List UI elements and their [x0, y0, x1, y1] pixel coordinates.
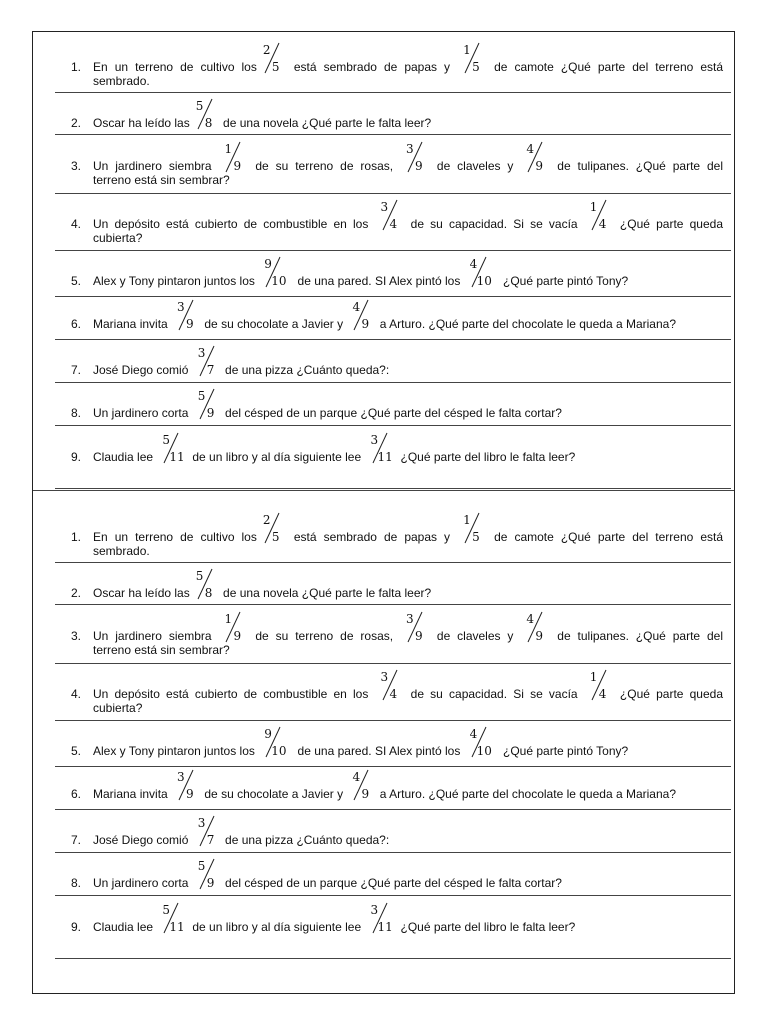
- fraction: [194, 859, 220, 890]
- fraction-numerator: 3: [406, 142, 414, 156]
- problem-text-part: ¿Qué parte del libro le falta leer?: [400, 920, 576, 934]
- fraction-numerator: 4: [352, 770, 361, 784]
- fraction: [466, 257, 498, 288]
- problem-text: [93, 612, 724, 643]
- problem-text-part: Un jardinero corta: [93, 876, 192, 890]
- problem-text-part: de tulipanes. ¿Qué parte del: [550, 629, 724, 643]
- problem-text-part: de camote ¿Qué parte del terreno está: [487, 530, 724, 544]
- problem-text-continuation: cubierta?: [93, 701, 143, 715]
- problem-text-part: Claudia lee: [93, 920, 157, 934]
- problem-text-part: En un terreno de cultivo los: [93, 60, 257, 74]
- fraction: [522, 612, 548, 643]
- problem-text: [93, 513, 724, 544]
- fraction-numerator: 5: [195, 569, 204, 583]
- row-divider: [55, 382, 731, 383]
- fraction-numerator: 1: [589, 670, 598, 684]
- fraction: [260, 257, 292, 288]
- fraction: [192, 569, 218, 600]
- fraction-denominator: 9: [186, 317, 194, 331]
- fraction-numerator: 3: [370, 903, 379, 917]
- fraction: [220, 612, 246, 643]
- problem-text: [93, 389, 723, 420]
- fraction-numerator: 5: [197, 859, 206, 873]
- fraction-denominator: 7: [206, 833, 215, 847]
- fraction-denominator: 9: [535, 159, 543, 173]
- row-divider: [55, 852, 731, 853]
- fraction-denominator: 9: [186, 787, 194, 801]
- problem-number: 2.: [70, 116, 81, 130]
- problem-number: 9.: [70, 920, 81, 934]
- fraction-numerator: 3: [177, 300, 185, 314]
- fraction-numerator: 4: [469, 727, 478, 741]
- problem-number: 2.: [70, 586, 81, 600]
- fraction-numerator: 2: [262, 513, 271, 527]
- fraction-numerator: 5: [162, 433, 171, 447]
- problem-text-continuation: terreno está sin sembrar?: [93, 173, 230, 187]
- fraction-numerator: 3: [197, 346, 206, 360]
- problem-text-part: ¿Qué parte pintó Tony?: [499, 744, 629, 758]
- problem-text-part: Alex y Tony pintaron juntos los: [93, 274, 259, 288]
- fraction: [522, 142, 548, 173]
- problem-text: [93, 300, 723, 331]
- row-divider: [55, 296, 731, 297]
- fraction-denominator: 10: [476, 744, 492, 758]
- problem-text: [93, 670, 724, 701]
- problem-text-part: de claveles y: [430, 159, 521, 173]
- problem-text-part: de su terreno de rosas,: [248, 629, 400, 643]
- fraction: [259, 43, 285, 74]
- fraction: [173, 300, 199, 331]
- problem-text: [93, 200, 724, 231]
- problem-text-part: Un jardinero corta: [93, 406, 192, 420]
- fraction-numerator: 1: [224, 612, 233, 626]
- fraction: [466, 727, 498, 758]
- problem-text-part: Un depósito está cubierto de combustible en los: [93, 217, 375, 231]
- problem-text-part: está sembrado de papas y: [286, 60, 458, 74]
- fraction: [459, 513, 485, 544]
- fraction: [194, 346, 220, 377]
- fraction-denominator: 8: [204, 586, 213, 600]
- problem-text-part: José Diego comió: [93, 833, 192, 847]
- problem-text-part: de una pared. SI Alex pintó los: [294, 744, 464, 758]
- problem-text: [93, 816, 723, 847]
- row-divider: [55, 339, 731, 340]
- row-divider: [55, 663, 731, 664]
- fraction: [259, 513, 285, 544]
- row-divider: [55, 250, 731, 251]
- problem-text-part: ¿Qué parte queda: [613, 687, 724, 701]
- fraction: [158, 433, 190, 464]
- row-divider: [55, 604, 731, 605]
- fraction-numerator: 5: [197, 389, 206, 403]
- problem-text-part: Mariana invita: [93, 317, 172, 331]
- problem-text-part: Oscar ha leído las: [93, 116, 190, 130]
- problem-text-part: de tulipanes. ¿Qué parte del: [550, 159, 724, 173]
- fraction-denominator: 9: [415, 159, 423, 173]
- fraction: [586, 670, 612, 701]
- fraction-denominator: 11: [377, 450, 393, 464]
- row-divider: [55, 92, 731, 93]
- fraction-numerator: 5: [162, 903, 171, 917]
- fraction: [367, 903, 399, 934]
- fraction: [348, 770, 374, 801]
- fraction-denominator: 5: [472, 60, 480, 74]
- fraction: [220, 142, 246, 173]
- fraction: [402, 612, 428, 643]
- problem-text-part: Un jardinero siembra: [93, 159, 219, 173]
- row-divider: [55, 809, 731, 810]
- problem-text-part: de un libro y al día siguiente lee: [192, 920, 365, 934]
- problem-number: 7.: [70, 363, 81, 377]
- problem-number: 3.: [70, 629, 81, 643]
- fraction-numerator: 2: [262, 43, 271, 57]
- fraction-numerator: 3: [380, 670, 389, 684]
- row-divider: [55, 958, 731, 959]
- problem-text-part: a Arturo. ¿Qué parte del chocolate le queda a Mariana?: [376, 317, 676, 331]
- fraction-denominator: 10: [271, 274, 287, 288]
- problem-text-continuation: cubierta?: [93, 231, 143, 245]
- problem-text: [93, 257, 723, 288]
- fraction-denominator: 4: [598, 687, 607, 701]
- problem-text-part: Un depósito está cubierto de combustible en los: [93, 687, 375, 701]
- fraction-denominator: 5: [271, 60, 280, 74]
- fraction: [348, 300, 374, 331]
- fraction-numerator: 3: [370, 433, 379, 447]
- fraction-denominator: 4: [598, 217, 607, 231]
- row-divider: [55, 766, 731, 767]
- problem-number: 8.: [70, 876, 81, 890]
- problem-text-part: ¿Qué parte pintó Tony?: [499, 274, 629, 288]
- problem-text: [93, 727, 723, 758]
- problem-text: [93, 99, 723, 130]
- problem-text-part: del césped de un parque ¿Qué parte del césped le falta cortar?: [221, 876, 562, 890]
- problem-text-part: de camote ¿Qué parte del terreno está: [487, 60, 724, 74]
- problem-number: 5.: [70, 744, 81, 758]
- problem-text-continuation: terreno está sin sembrar?: [93, 643, 230, 657]
- problem-number: 8.: [70, 406, 81, 420]
- fraction-denominator: 9: [206, 876, 215, 890]
- problem-text-part: de un libro y al día siguiente lee: [192, 450, 365, 464]
- problem-number: 6.: [70, 317, 81, 331]
- problem-text-part: de su capacidad. Si se vacía: [404, 687, 584, 701]
- problem-text-part: Un jardinero siembra: [93, 629, 219, 643]
- problem-text-part: de su terreno de rosas,: [248, 159, 400, 173]
- fraction-denominator: 8: [204, 116, 213, 130]
- problem-text-part: de una pizza ¿Cuánto queda?:: [221, 363, 390, 377]
- fraction-denominator: 4: [389, 217, 398, 231]
- problem-text-part: de su capacidad. Si se vacía: [404, 217, 584, 231]
- problem-text-part: Mariana invita: [93, 787, 172, 801]
- row-divider: [55, 425, 731, 426]
- fraction-numerator: 3: [380, 200, 389, 214]
- fraction-denominator: 9: [361, 787, 370, 801]
- fraction-denominator: 11: [169, 920, 185, 934]
- fraction: [158, 903, 190, 934]
- problem-text-part: de su chocolate a Javier y: [201, 787, 347, 801]
- fraction: [192, 99, 218, 130]
- problem-text: [93, 859, 723, 890]
- problem-text-part: En un terreno de cultivo los: [93, 530, 257, 544]
- problem-number: 9.: [70, 450, 81, 464]
- fraction-denominator: 10: [476, 274, 492, 288]
- fraction-denominator: 9: [415, 629, 423, 643]
- fraction-denominator: 5: [472, 530, 480, 544]
- fraction-denominator: 7: [206, 363, 215, 377]
- row-divider: [55, 562, 731, 563]
- problem-text: [93, 433, 723, 464]
- section-divider: [33, 490, 734, 491]
- problem-text-part: a Arturo. ¿Qué parte del chocolate le queda a Mariana?: [376, 787, 676, 801]
- problem-number: 6.: [70, 787, 81, 801]
- fraction-numerator: 4: [352, 300, 361, 314]
- fraction-numerator: 3: [177, 770, 185, 784]
- problem-text-part: Claudia lee: [93, 450, 157, 464]
- fraction-denominator: 9: [233, 159, 242, 173]
- problem-text-continuation: sembrado.: [93, 74, 150, 88]
- fraction-denominator: 5: [271, 530, 280, 544]
- fraction: [586, 200, 612, 231]
- fraction: [402, 142, 428, 173]
- row-divider: [55, 895, 731, 896]
- worksheet-sheet: [32, 31, 735, 994]
- fraction-numerator: 4: [469, 257, 478, 271]
- problem-number: 4.: [70, 217, 81, 231]
- problem-text-part: de una novela ¿Qué parte le falta leer?: [219, 116, 432, 130]
- problem-number: 7.: [70, 833, 81, 847]
- fraction: [377, 670, 403, 701]
- problem-text-part: está sembrado de papas y: [286, 530, 458, 544]
- fraction: [367, 433, 399, 464]
- problem-text: [93, 346, 723, 377]
- problem-text: [93, 770, 723, 801]
- problem-text-part: de una novela ¿Qué parte le falta leer?: [219, 586, 432, 600]
- fraction-numerator: 3: [197, 816, 206, 830]
- problem-number: 4.: [70, 687, 81, 701]
- fraction: [377, 200, 403, 231]
- fraction-denominator: 9: [206, 406, 215, 420]
- fraction: [194, 816, 220, 847]
- problem-text-part: ¿Qué parte queda: [613, 217, 724, 231]
- problem-text-part: Alex y Tony pintaron juntos los: [93, 744, 259, 758]
- fraction-numerator: 5: [195, 99, 204, 113]
- problem-text-part: Oscar ha leído las: [93, 586, 190, 600]
- fraction: [260, 727, 292, 758]
- fraction-numerator: 9: [264, 257, 272, 271]
- problem-text-part: del césped de un parque ¿Qué parte del césped le falta cortar?: [221, 406, 562, 420]
- problem-text-part: José Diego comió: [93, 363, 192, 377]
- problem-text-part: de su chocolate a Javier y: [201, 317, 347, 331]
- problem-text-part: ¿Qué parte del libro le falta leer?: [400, 450, 576, 464]
- fraction-denominator: 9: [233, 629, 242, 643]
- problem-text: [93, 142, 724, 173]
- fraction-numerator: 1: [463, 513, 471, 527]
- problem-number: 1.: [70, 530, 81, 544]
- problem-number: 5.: [70, 274, 81, 288]
- fraction: [173, 770, 199, 801]
- problem-text: [93, 43, 724, 74]
- fraction-denominator: 11: [169, 450, 185, 464]
- row-divider: [55, 488, 731, 489]
- row-divider: [55, 720, 731, 721]
- problem-text: [93, 569, 723, 600]
- fraction-numerator: 1: [589, 200, 598, 214]
- problem-number: 1.: [70, 60, 81, 74]
- row-divider: [55, 134, 731, 135]
- fraction-denominator: 10: [271, 744, 287, 758]
- fraction-numerator: 1: [463, 43, 471, 57]
- fraction-numerator: 1: [224, 142, 233, 156]
- fraction-numerator: 4: [526, 142, 534, 156]
- problem-text-part: de una pared. SI Alex pintó los: [294, 274, 464, 288]
- fraction-numerator: 9: [264, 727, 272, 741]
- problem-number: 3.: [70, 159, 81, 173]
- row-divider: [55, 193, 731, 194]
- fraction: [459, 43, 485, 74]
- problem-text-continuation: sembrado.: [93, 544, 150, 558]
- fraction-denominator: 11: [377, 920, 393, 934]
- fraction-denominator: 9: [361, 317, 370, 331]
- fraction-denominator: 4: [389, 687, 398, 701]
- fraction-numerator: 4: [526, 612, 534, 626]
- problem-text-part: de claveles y: [430, 629, 521, 643]
- fraction: [194, 389, 220, 420]
- fraction-denominator: 9: [535, 629, 543, 643]
- problem-text: [93, 903, 723, 934]
- fraction-numerator: 3: [406, 612, 414, 626]
- problem-text-part: de una pizza ¿Cuánto queda?:: [221, 833, 390, 847]
